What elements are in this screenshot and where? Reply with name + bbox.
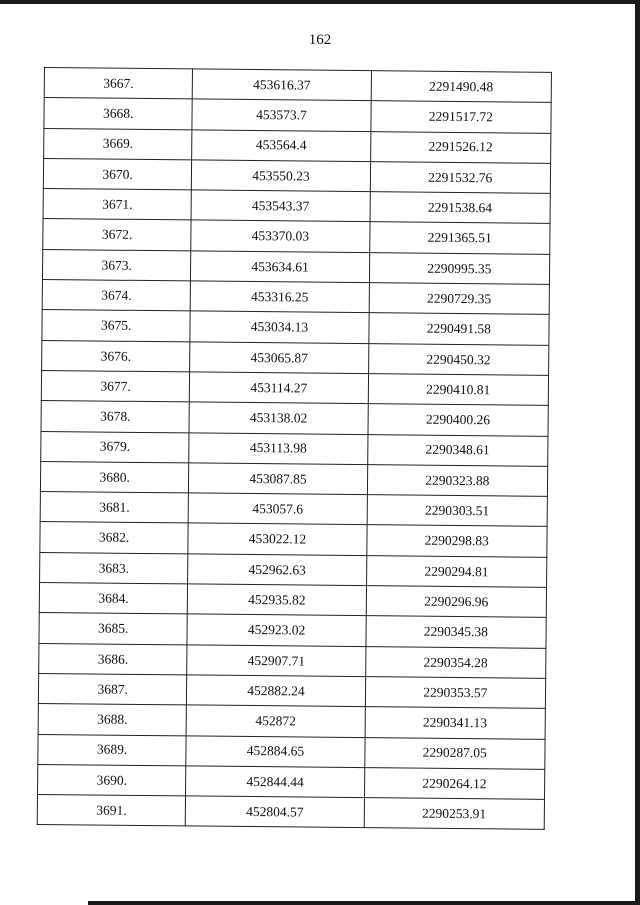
x-coordinate-cell: 452962.63 [188,554,367,586]
x-coordinate-cell: 452804.57 [186,796,365,828]
table-row [43,189,550,224]
x-coordinate-cell: 453370.03 [191,220,370,252]
table-row [42,280,549,315]
x-coordinate-cell: 453057.6 [188,493,367,525]
x-coordinate-cell: 453087.85 [189,463,368,495]
x-coordinate-cell: 453550.23 [192,160,371,192]
y-coordinate-cell: 2290287.05 [364,737,545,769]
y-coordinate-cell: 2290298.83 [366,525,547,557]
y-coordinate-cell: 2291526.12 [370,131,551,163]
table-row [42,340,549,375]
scan-border-right [635,0,640,905]
y-coordinate-cell: 2290294.81 [366,555,547,587]
point-number-cell: 3686. [39,643,188,675]
table-row [41,401,548,436]
table-row [44,98,551,133]
table-row [38,704,545,739]
point-number-cell: 3681. [40,492,189,524]
y-coordinate-cell: 2290323.88 [367,464,548,496]
table-row [42,310,549,345]
point-number-cell: 3689. [38,734,187,766]
y-coordinate-cell: 2290491.58 [369,313,550,345]
point-number-cell: 3668. [44,98,193,130]
x-coordinate-cell: 453113.98 [189,432,368,464]
table-row [38,764,545,799]
point-number-cell: 3683. [40,552,189,584]
x-coordinate-cell: 453114.27 [190,372,369,404]
x-coordinate-cell: 452923.02 [187,614,366,646]
table-row [44,68,551,103]
point-number-cell: 3667. [44,68,193,100]
x-coordinate-cell: 452907.71 [187,645,366,677]
y-coordinate-cell: 2291538.64 [370,192,551,224]
y-coordinate-cell: 2290348.61 [367,434,548,466]
point-number-cell: 3674. [42,280,191,312]
table-row [41,431,548,466]
table-row [44,128,551,163]
point-number-cell: 3682. [40,522,189,554]
table-row [40,492,547,527]
y-coordinate-cell: 2290353.57 [365,677,546,709]
point-number-cell: 3677. [41,370,190,402]
coordinates-table-body [37,68,551,830]
y-coordinate-cell: 2290354.28 [365,646,546,678]
x-coordinate-cell: 453573.7 [192,99,371,131]
y-coordinate-cell: 2290341.13 [365,707,546,739]
x-coordinate-cell: 453564.4 [192,130,371,162]
table-row [40,552,547,587]
y-coordinate-cell: 2290296.96 [366,586,547,618]
point-number-cell: 3687. [38,673,187,705]
x-coordinate-cell: 453316.25 [190,281,369,313]
table-row [42,249,549,284]
table-row [43,158,550,193]
y-coordinate-cell: 2290303.51 [367,495,548,527]
page-number: 162 [308,32,332,48]
scan-border-top [0,0,640,4]
x-coordinate-cell: 453616.37 [193,69,372,101]
y-coordinate-cell: 2291490.48 [371,71,552,103]
point-number-cell: 3678. [41,401,190,433]
point-number-cell: 3671. [43,189,192,221]
point-number-cell: 3675. [42,310,191,342]
y-coordinate-cell: 2290400.26 [368,404,549,436]
x-coordinate-cell: 453138.02 [189,402,368,434]
y-coordinate-cell: 2290729.35 [369,283,550,315]
point-number-cell: 3685. [39,613,188,645]
table-row [40,461,547,496]
x-coordinate-cell: 453543.37 [191,190,370,222]
table-row [39,583,546,618]
point-number-cell: 3679. [41,431,190,463]
point-number-cell: 3680. [40,461,189,493]
point-number-cell: 3669. [44,128,193,160]
y-coordinate-cell: 2291532.76 [370,162,551,194]
y-coordinate-cell: 2290264.12 [364,767,545,799]
table-row [38,673,545,708]
y-coordinate-cell: 2290345.38 [366,616,547,648]
y-coordinate-cell: 2290253.91 [364,798,545,830]
table-row [39,643,546,678]
point-number-cell: 3691. [37,795,186,827]
x-coordinate-cell: 452844.44 [186,766,365,798]
point-number-cell: 3690. [38,764,187,796]
table-row [43,219,550,254]
point-number-cell: 3684. [39,583,188,615]
scan-border-bottom [88,901,640,905]
y-coordinate-cell: 2290410.81 [368,374,549,406]
point-number-cell: 3676. [42,340,191,372]
point-number-cell: 3688. [38,704,187,736]
coordinates-table [37,67,552,830]
point-number-cell: 3673. [42,249,191,281]
table-row [41,370,548,405]
y-coordinate-cell: 2290450.32 [368,343,549,375]
x-coordinate-cell: 453634.61 [191,251,370,283]
x-coordinate-cell: 452882.24 [187,675,366,707]
x-coordinate-cell: 453065.87 [190,342,369,374]
y-coordinate-cell: 2291365.51 [369,222,550,254]
x-coordinate-cell: 452872 [186,705,365,737]
table-row [39,613,546,648]
y-coordinate-cell: 2291517.72 [371,101,552,133]
point-number-cell: 3670. [43,158,192,190]
table-row [38,734,545,769]
x-coordinate-cell: 453022.12 [188,523,367,555]
x-coordinate-cell: 452884.65 [186,735,365,767]
table-row [40,522,547,557]
x-coordinate-cell: 452935.82 [188,584,367,616]
table-row [37,795,544,830]
y-coordinate-cell: 2290995.35 [369,252,550,284]
point-number-cell: 3672. [43,219,192,251]
x-coordinate-cell: 453034.13 [190,311,369,343]
